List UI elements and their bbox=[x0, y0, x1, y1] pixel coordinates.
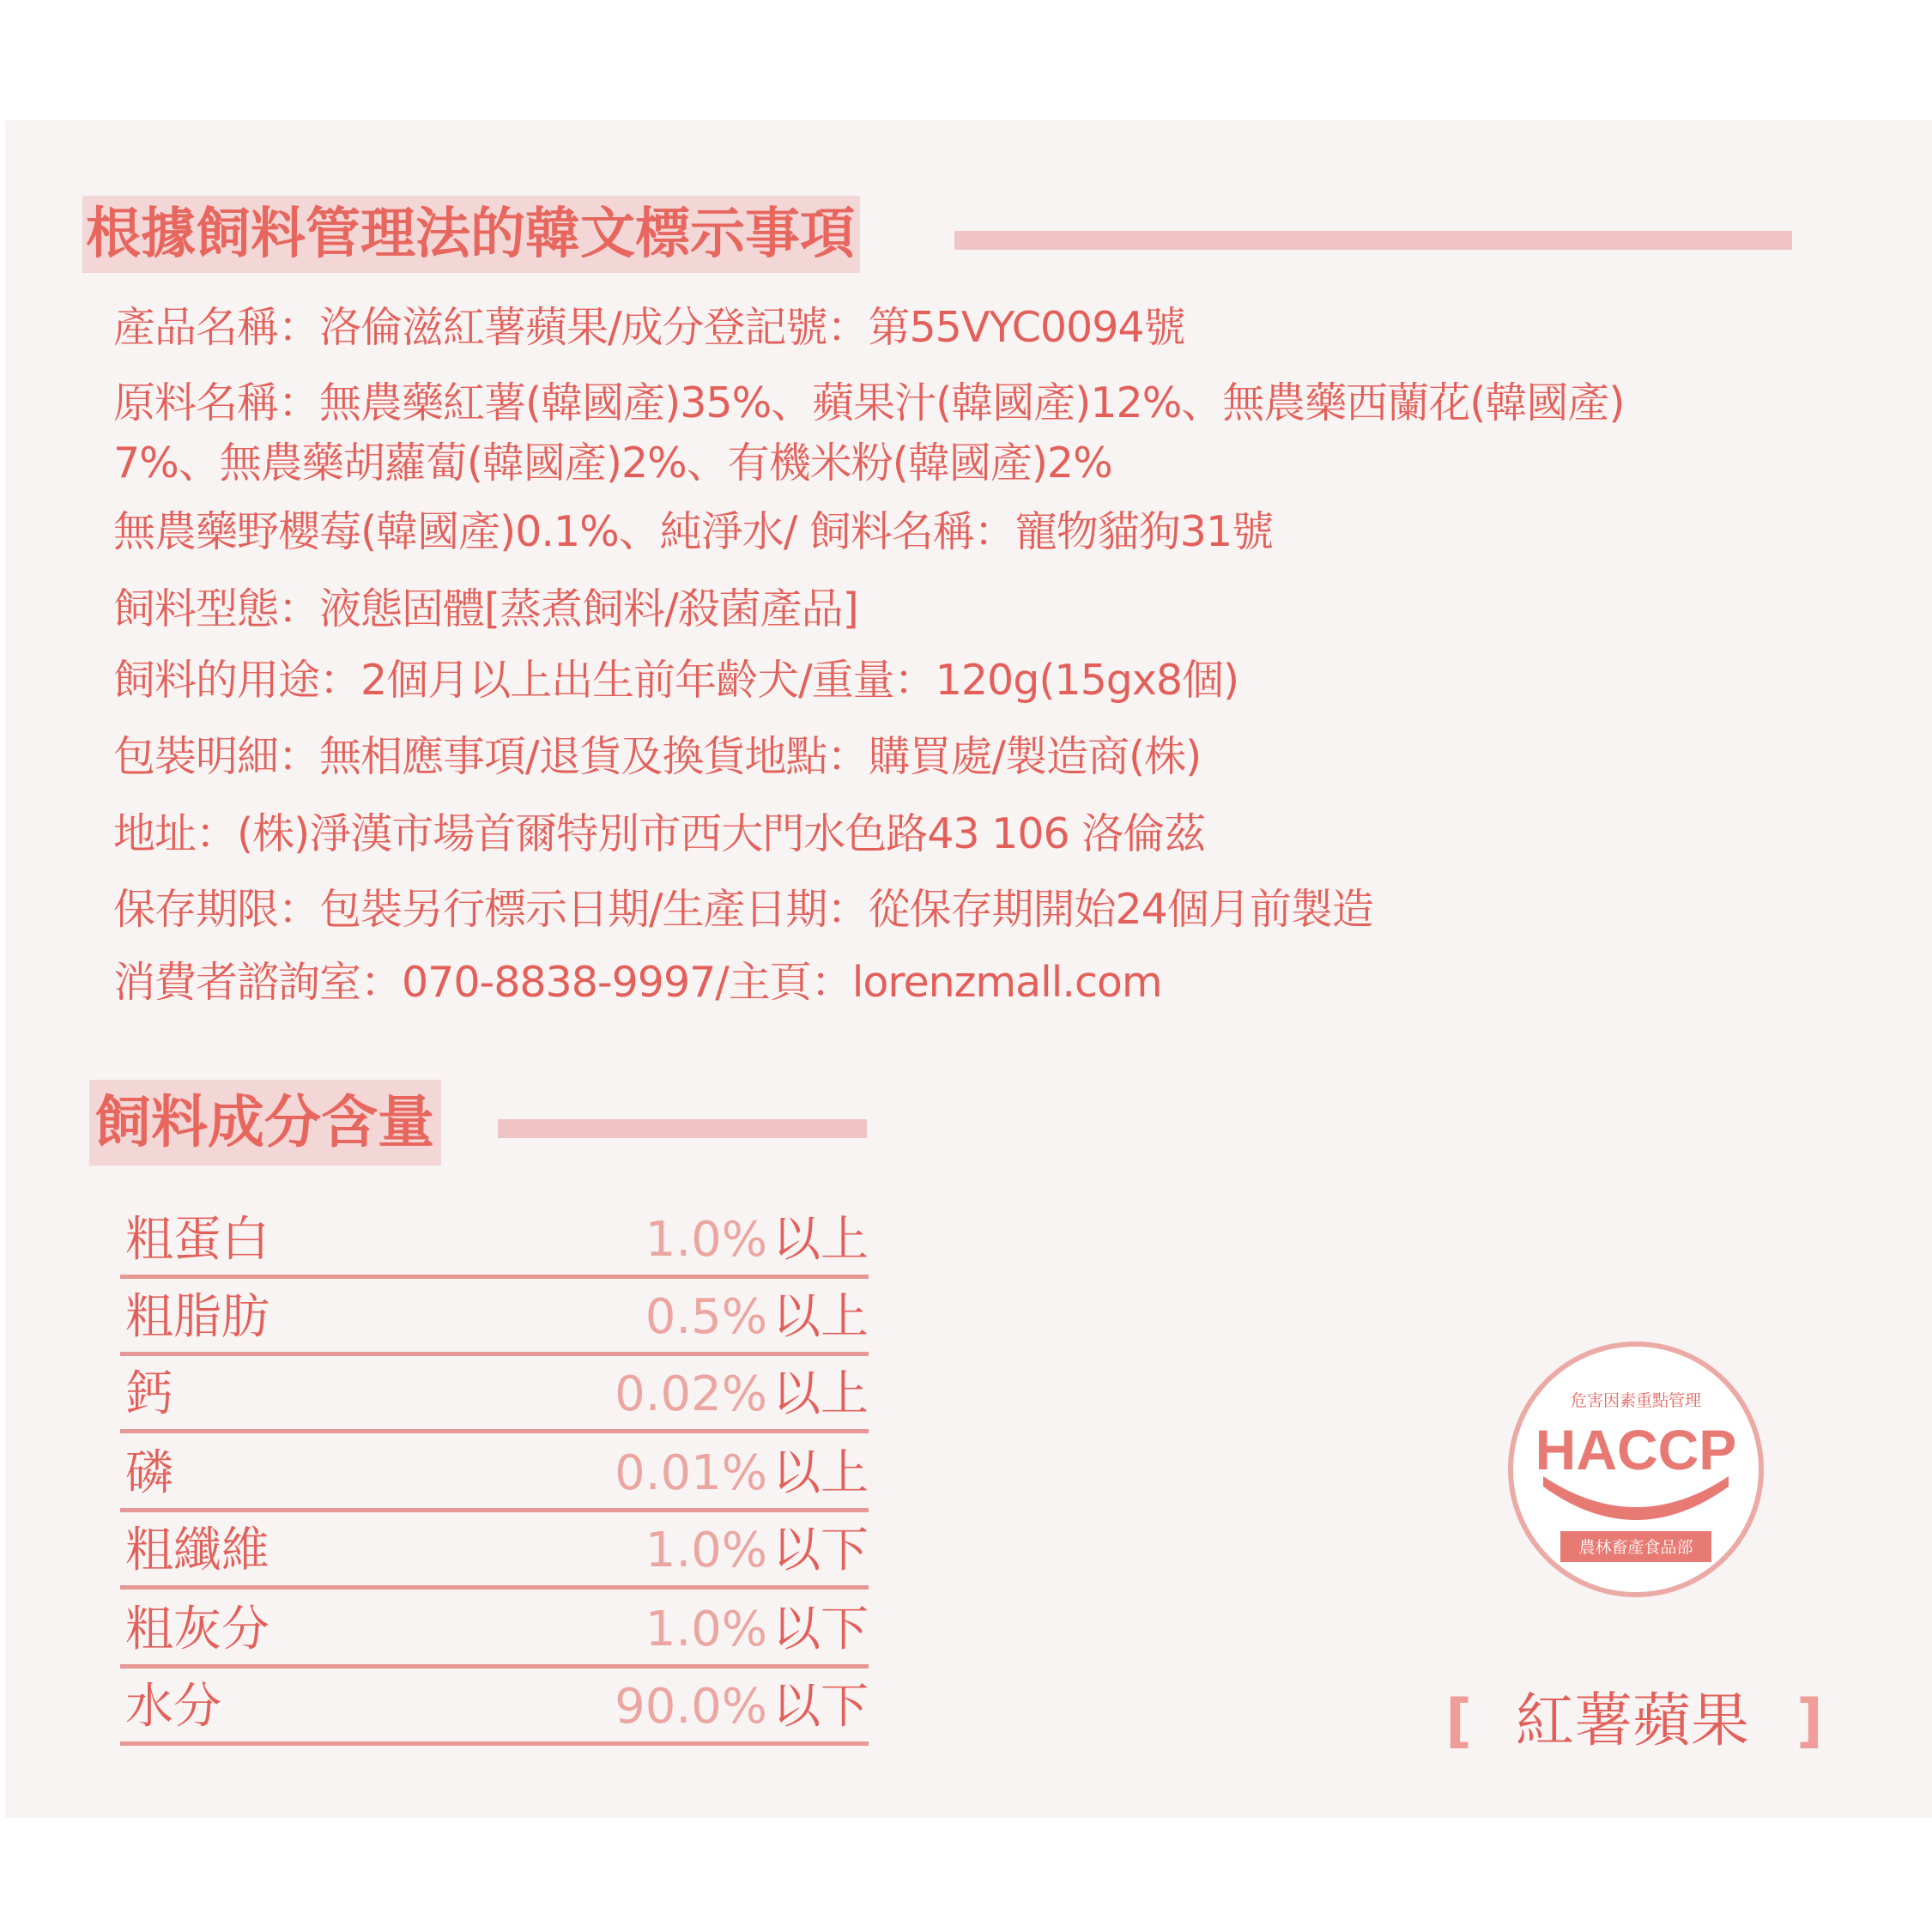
info-line-contact: 消費者諮詢室：070-8838-9997/主頁：lorenzmall.com bbox=[113, 958, 1162, 1007]
nutrient-amount: 1.0% bbox=[645, 1212, 767, 1268]
nutrient-amount: 0.01% bbox=[615, 1445, 767, 1501]
nutrient-row bbox=[120, 1671, 869, 1746]
info-line-ingredients-1: 原料名稱：無農藥紅薯(韓國產)35%、蘋果汁(韓國產)12%、無農藥西蘭花(韓國產) bbox=[113, 379, 1625, 427]
nutrient-qualifier: 以上 bbox=[772, 1289, 869, 1345]
nutrient-amount: 0.5% bbox=[645, 1289, 767, 1345]
nutrient-name: 水分 bbox=[125, 1679, 221, 1735]
info-line-shelf-life: 保存期限：包裝另行標示日期/生產日期：從保存期開始24個月前製造 bbox=[113, 885, 1373, 934]
product-name-tag bbox=[1445, 1687, 1823, 1755]
nutrient-amount: 0.02% bbox=[615, 1366, 767, 1422]
nutrient-qualifier: 以上 bbox=[772, 1366, 869, 1422]
info-line-feed-type: 飼料型態：液態固體[蒸煮飼料/殺菌產品] bbox=[113, 584, 858, 633]
nutrient-value bbox=[645, 1604, 869, 1656]
nutrient-row bbox=[120, 1438, 869, 1512]
nutrient-name: 粗灰分 bbox=[125, 1602, 270, 1657]
nutrient-value bbox=[615, 1681, 869, 1733]
info-line-usage-weight: 飼料的用途：2個月以上出生前年齡犬/重量：120g(15gx8個) bbox=[113, 656, 1239, 705]
nutrient-qualifier: 以下 bbox=[772, 1523, 869, 1578]
section-heading-labeling: 根據飼料管理法的韓文標示事項 bbox=[82, 196, 860, 273]
nutrient-value bbox=[615, 1445, 869, 1501]
nutrient-row bbox=[120, 1359, 869, 1433]
info-line-product-name: 產品名稱：洛倫滋紅薯蘋果/成分登記號：第55VYC0094號 bbox=[113, 303, 1185, 352]
nutrient-name: 粗纖維 bbox=[125, 1523, 270, 1578]
nutrient-amount: 1.0% bbox=[645, 1523, 767, 1578]
open-bracket: [ bbox=[1445, 1687, 1473, 1755]
nutrient-amount: 1.0% bbox=[645, 1602, 767, 1657]
nutrient-row bbox=[120, 1515, 869, 1590]
nutrient-qualifier: 以上 bbox=[772, 1445, 869, 1501]
nutrient-row bbox=[120, 1204, 869, 1279]
nutrient-name: 粗蛋白 bbox=[125, 1212, 270, 1268]
nutrient-name: 磷 bbox=[125, 1445, 173, 1501]
info-line-address: 地址：(株)淨漢市場首爾特別市西大門水色路43 106 洛倫茲 bbox=[113, 809, 1206, 858]
nutrient-name: 鈣 bbox=[125, 1366, 173, 1422]
haccp-bottom-text: 農林畜產食品部 bbox=[1578, 1538, 1693, 1557]
haccp-mark: HACCP bbox=[1535, 1418, 1737, 1481]
nutrient-value bbox=[615, 1366, 869, 1422]
nutrient-value bbox=[645, 1289, 869, 1345]
haccp-logo bbox=[1507, 1341, 1765, 1598]
nutrient-value bbox=[645, 1214, 869, 1266]
heading-rule-labeling bbox=[954, 231, 1792, 250]
haccp-top-text: 危害因素重點管理 bbox=[1570, 1391, 1702, 1410]
nutrient-name: 粗脂肪 bbox=[125, 1289, 270, 1345]
info-line-packaging-return: 包裝明細：無相應事項/退貨及換貨地點：購買處/製造商(株) bbox=[113, 732, 1202, 781]
close-bracket: ] bbox=[1796, 1687, 1823, 1755]
nutrient-qualifier: 以下 bbox=[772, 1602, 869, 1657]
nutrient-row bbox=[120, 1281, 869, 1356]
nutrient-value bbox=[645, 1525, 869, 1577]
nutrient-row bbox=[120, 1594, 869, 1669]
info-line-ingredients-3: 無農藥野櫻莓(韓國產)0.1%、純淨水/ 飼料名稱：寵物貓狗31號 bbox=[113, 507, 1274, 556]
product-name: 紅薯蘋果 bbox=[1516, 1687, 1750, 1755]
heading-rule-nutrients bbox=[498, 1119, 867, 1138]
nutrient-amount: 90.0% bbox=[615, 1679, 767, 1735]
nutrient-qualifier: 以上 bbox=[772, 1212, 869, 1268]
section-heading-nutrients: 飼料成分含量 bbox=[89, 1080, 441, 1166]
info-line-ingredients-2: 7%、無農藥胡蘿蔔(韓國產)2%、有機米粉(韓國產)2% bbox=[113, 439, 1112, 488]
nutrient-qualifier: 以下 bbox=[772, 1679, 869, 1735]
